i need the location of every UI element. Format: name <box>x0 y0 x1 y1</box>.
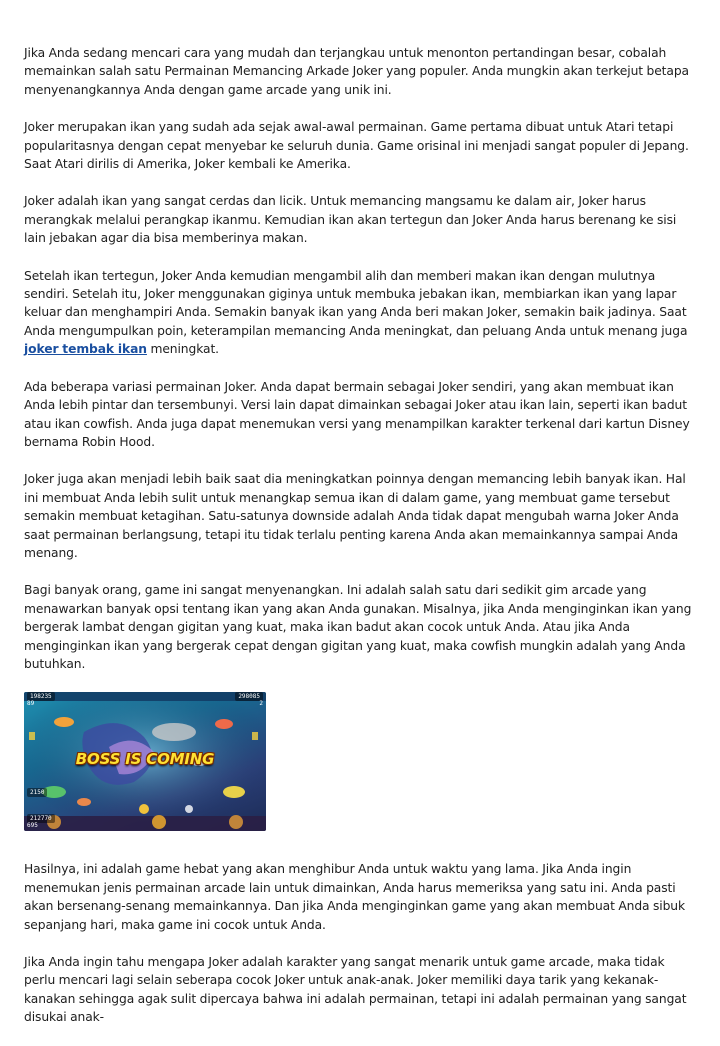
hud-top-right-score: 298085 <box>235 692 263 701</box>
joker-tembak-ikan-link[interactable]: joker tembak ikan <box>24 342 147 357</box>
paragraph-4-text-before: Setelah ikan tertegun, Joker Anda kemudian mengambil alih dan memberi makan ikan dengan mulutnya sendiri. Setelah itu, Joker menggunakan giginya untuk membuka jebakan ikan, membiarkan ikan yang lapar keluar dan menghampiri Anda. Semakin banyak ikan yang Anda beri makan Joker, semakin baik jadinya. Saat Anda mengumpulkan poin, keterampilan memancing Anda meningkat, dan peluang Anda untuk menang juga <box>24 268 688 338</box>
paragraph-5: Ada beberapa variasi permainan Joker. Anda dapat bermain sebagai Joker sendiri, yang akan membuat ikan Anda lebih pintar dan tersembunyi. Versi lain dapat dimainkan sebagai Joker atau ikan lain, seperti ikan badut atau ikan cowfish. Anda juga dapat menemukan versi yang menampilkan karakter terkenal dari kartun Disney bernama Robin Hood. <box>24 379 690 449</box>
paragraph-3: Joker adalah ikan yang sangat cerdas dan licik. Untuk memancing mangsamu ke dalam air, Joker harus merangkak melalui perangkap ikanmu. Kemudian ikan akan tertegun dan Joker Anda harus berenang ke sisi lain jebakan agar dia bisa memberinya makan. <box>24 194 677 246</box>
article-body <box>24 44 696 1046</box>
paragraph-9: Jika Anda ingin tahu mengapa Joker adalah karakter yang sangat menarik untuk game arcade, maka tidak perlu mencari lagi selain seberapa cocok Joker untuk anak-anak. Joker memiliki daya tarik yang kekanak-kanakan sehingga agak sulit dipercaya bahwa ini adalah permainan, tetapi ini adalah permainan yang sangat disukai anak- <box>24 955 687 1025</box>
hud-mid-left-score: 2150 <box>27 788 47 797</box>
paragraph-7: Bagi banyak orang, game ini sangat menyenangkan. Ini adalah salah satu dari sedikit gim arcade yang menawarkan banyak opsi tentang ikan yang akan Anda gunakan. Misalnya, jika Anda menginginkan ikan yang bergerak lambat dengan gigitan yang kuat, maka ikan badut akan cocok untuk Anda. Atau jika Anda menginginkan ikan yang bergerak cepat dengan gigitan yang kuat, maka cowfish mungkin adalah yang Anda butuhkan. <box>24 583 692 671</box>
paragraph-6: Joker juga akan menjadi lebih baik saat dia meningkatkan poinnya dengan memancing lebih banyak ikan. Hal ini membuat Anda lebih sulit untuk menangkap semua ikan di dalam game, yang membuat game tersebut semakin membuat ketagihan. Satu-satunya downside adalah Anda tidak dapat mengubah warna Joker Anda saat permainan berlangsung, tetapi itu tidak terlalu penting karena Anda akan memainkannya sampai Anda menang. <box>24 472 686 560</box>
paragraph-4 <box>24 267 696 359</box>
hud-top-left-sub: 89 <box>27 700 35 708</box>
hud-top-right <box>235 693 263 707</box>
paragraph-2: Joker merupakan ikan yang sudah ada sejak awal-awal permainan. Game pertama dibuat untuk Atari tetapi popularitasnya dengan cepat menyebar ke seluruh dunia. Game orisinal ini menjadi sangat populer di Jepang. Saat Atari dirilis di Amerika, Joker kembali ke Amerika. <box>24 120 689 172</box>
paragraph-4-text-after: meningkat. <box>146 342 219 357</box>
hud-top-left-score: 198235 <box>27 692 55 701</box>
hud-bottom-left <box>27 815 55 829</box>
hud-top-left <box>27 693 55 707</box>
hud-bottom-left-sub: 695 <box>27 822 38 830</box>
hud-top-right-sub: 2 <box>259 700 263 708</box>
fishing-game-screenshot <box>24 692 266 831</box>
paragraph-1: Jika Anda sedang mencari cara yang mudah dan terjangkau untuk menonton pertandingan besar, cobalah memainkan salah satu Permainan Memancing Arkade Joker yang populer. Anda mungkin akan terkejut betapa menyenangkannya Anda dengan game arcade yang unik ini. <box>24 46 689 97</box>
hud-mid-left <box>27 789 47 796</box>
hud-bottom-left-score: 212770 <box>27 814 55 823</box>
paragraph-8: Hasilnya, ini adalah game hebat yang akan menghibur Anda untuk waktu yang lama. Jika Anda ingin menemukan jenis permainan arcade lain untuk dimainkan, Anda harus memeriksa yang satu ini. Anda pasti akan bersenang-senang memainkannya. Dan jika Anda menginginkan game yang akan membuat Anda sibuk sepanjang hari, maka game ini cocok untuk Anda. <box>24 862 686 932</box>
boss-is-coming-banner: BOSS IS COMING <box>75 750 215 769</box>
